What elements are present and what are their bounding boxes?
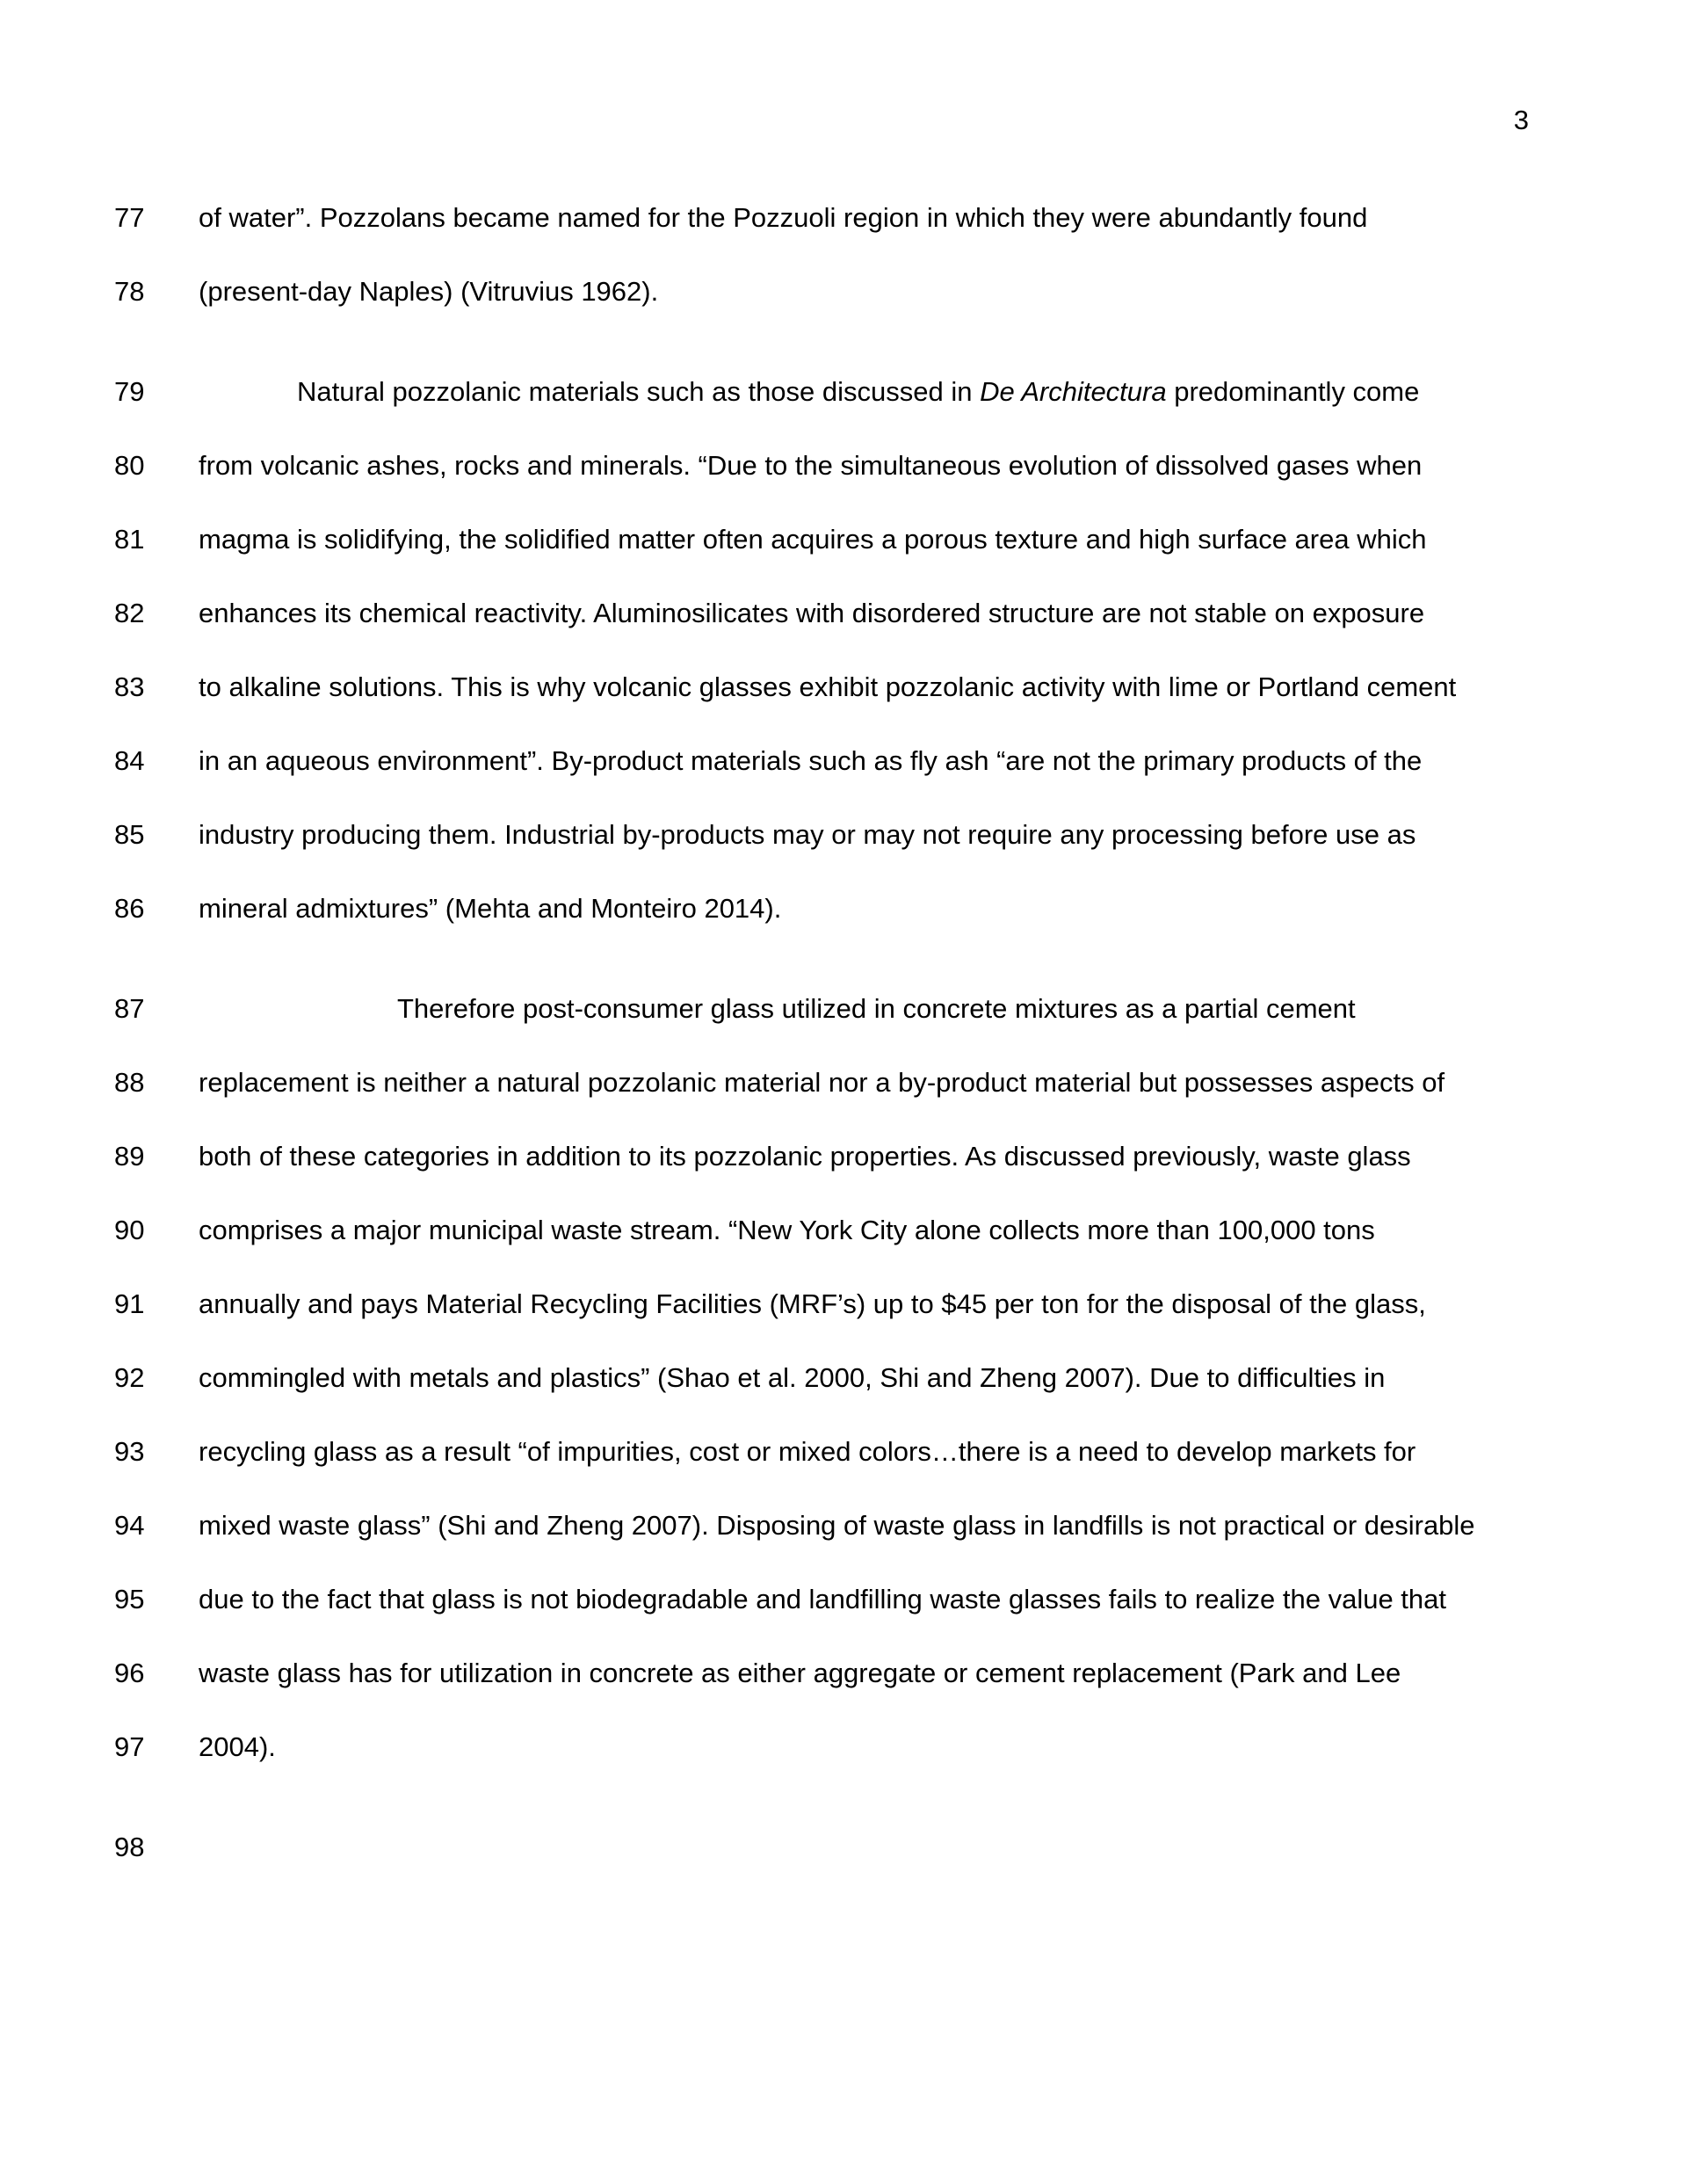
document-line — [0, 742, 1687, 780]
document-line — [0, 1433, 1687, 1471]
line-number: 95 — [114, 1584, 145, 1614]
line-text: commingled with metals and plastics” (Shao et al. 2000, Shi and Zheng 2007). Due to difficulties in — [199, 1362, 1386, 1393]
line-number: 82 — [114, 598, 145, 628]
line-number: 91 — [114, 1288, 145, 1319]
document-line — [0, 199, 1687, 237]
line-number: 97 — [114, 1731, 145, 1762]
line-text: recycling glass as a result “of impurities, cost or mixed colors…there is a need to develop markets for — [199, 1436, 1416, 1467]
line-text: in an aqueous environment”. By-product materials such as fly ash “are not the primary products of the — [199, 745, 1423, 776]
line-number: 80 — [114, 450, 145, 481]
document-line — [0, 446, 1687, 485]
document-line — [0, 1359, 1687, 1397]
document-line — [0, 520, 1687, 559]
line-text: (present-day Naples) (Vitruvius 1962). — [199, 276, 659, 307]
line-text: of water”. Pozzolans became named for the Pozzuoli region in which they were abundantly found — [199, 202, 1368, 233]
line-text-end: predominantly come — [1166, 376, 1420, 407]
document-line — [0, 1285, 1687, 1324]
line-number: 84 — [114, 745, 145, 776]
line-text: industry producing them. Industrial by-products may or may not require any processing before use as — [199, 819, 1416, 850]
line-number: 81 — [114, 524, 145, 555]
line-number: 94 — [114, 1510, 145, 1541]
line-text: enhances its chemical reactivity. Aluminosilicates with disordered structure are not stable on exposure — [199, 598, 1425, 628]
line-text: replacement is neither a natural pozzolanic material nor a by-product material but possesses aspects of — [199, 1067, 1445, 1098]
document-line — [0, 1137, 1687, 1176]
document-line — [0, 1580, 1687, 1619]
line-number: 78 — [114, 276, 145, 307]
page-number: 3 — [1513, 105, 1529, 135]
document-line — [0, 668, 1687, 707]
line-number: 83 — [114, 671, 145, 702]
document-line — [0, 594, 1687, 633]
document-line — [0, 1654, 1687, 1693]
line-text: due to the fact that glass is not biodegradable and landfilling waste glasses fails to realize the value that — [199, 1584, 1447, 1614]
line-text: both of these categories in addition to its pozzolanic properties. As discussed previously, waste glass — [199, 1141, 1411, 1172]
line-text: Therefore post-consumer glass utilized in concrete mixtures as a partial cement — [397, 993, 1356, 1024]
line-text-start: Natural pozzolanic materials such as those discussed in — [297, 376, 981, 407]
line-text: from volcanic ashes, rocks and minerals. “Due to the simultaneous evolution of dissolved gases when — [199, 450, 1423, 481]
document-line — [0, 1506, 1687, 1545]
line-number: 98 — [114, 1832, 145, 1862]
line-number: 85 — [114, 819, 145, 850]
line-number: 90 — [114, 1215, 145, 1245]
line-number: 96 — [114, 1658, 145, 1688]
line-number: 92 — [114, 1362, 145, 1393]
line-number: 93 — [114, 1436, 145, 1467]
document-line — [0, 272, 1687, 311]
line-number: 89 — [114, 1141, 145, 1172]
line-text: comprises a major municipal waste stream. “New York City alone collects more than 100,000 tons — [199, 1215, 1375, 1245]
document-line — [0, 373, 1687, 411]
line-number: 77 — [114, 202, 145, 233]
document-line — [0, 990, 1687, 1028]
line-text: mineral admixtures” (Mehta and Monteiro 2014). — [199, 893, 782, 924]
line-number: 86 — [114, 893, 145, 924]
document-line — [0, 1828, 1687, 1867]
line-text: magma is solidifying, the solidified matter often acquires a porous texture and high surface area which — [199, 524, 1427, 555]
document-line — [0, 1063, 1687, 1102]
line-text: waste glass has for utilization in concrete as either aggregate or cement replacement (Park and Lee — [199, 1658, 1401, 1688]
line-number: 88 — [114, 1067, 145, 1098]
document-line — [0, 816, 1687, 854]
line-number: 87 — [114, 993, 145, 1024]
italic-title: De Architectura — [980, 376, 1167, 407]
line-number: 79 — [114, 376, 145, 407]
line-text: mixed waste glass” (Shi and Zheng 2007). Disposing of waste glass in landfills is not practical or desirable — [199, 1510, 1475, 1541]
line-text: annually and pays Material Recycling Facilities (MRF’s) up to $45 per ton for the disposal of the glass, — [199, 1288, 1426, 1319]
line-text — [297, 373, 1419, 411]
document-line — [0, 1211, 1687, 1250]
document-line — [0, 1728, 1687, 1767]
line-text: to alkaline solutions. This is why volcanic glasses exhibit pozzolanic activity with lime or Portland cement — [199, 671, 1457, 702]
document-line — [0, 889, 1687, 928]
line-text: 2004). — [199, 1731, 276, 1762]
